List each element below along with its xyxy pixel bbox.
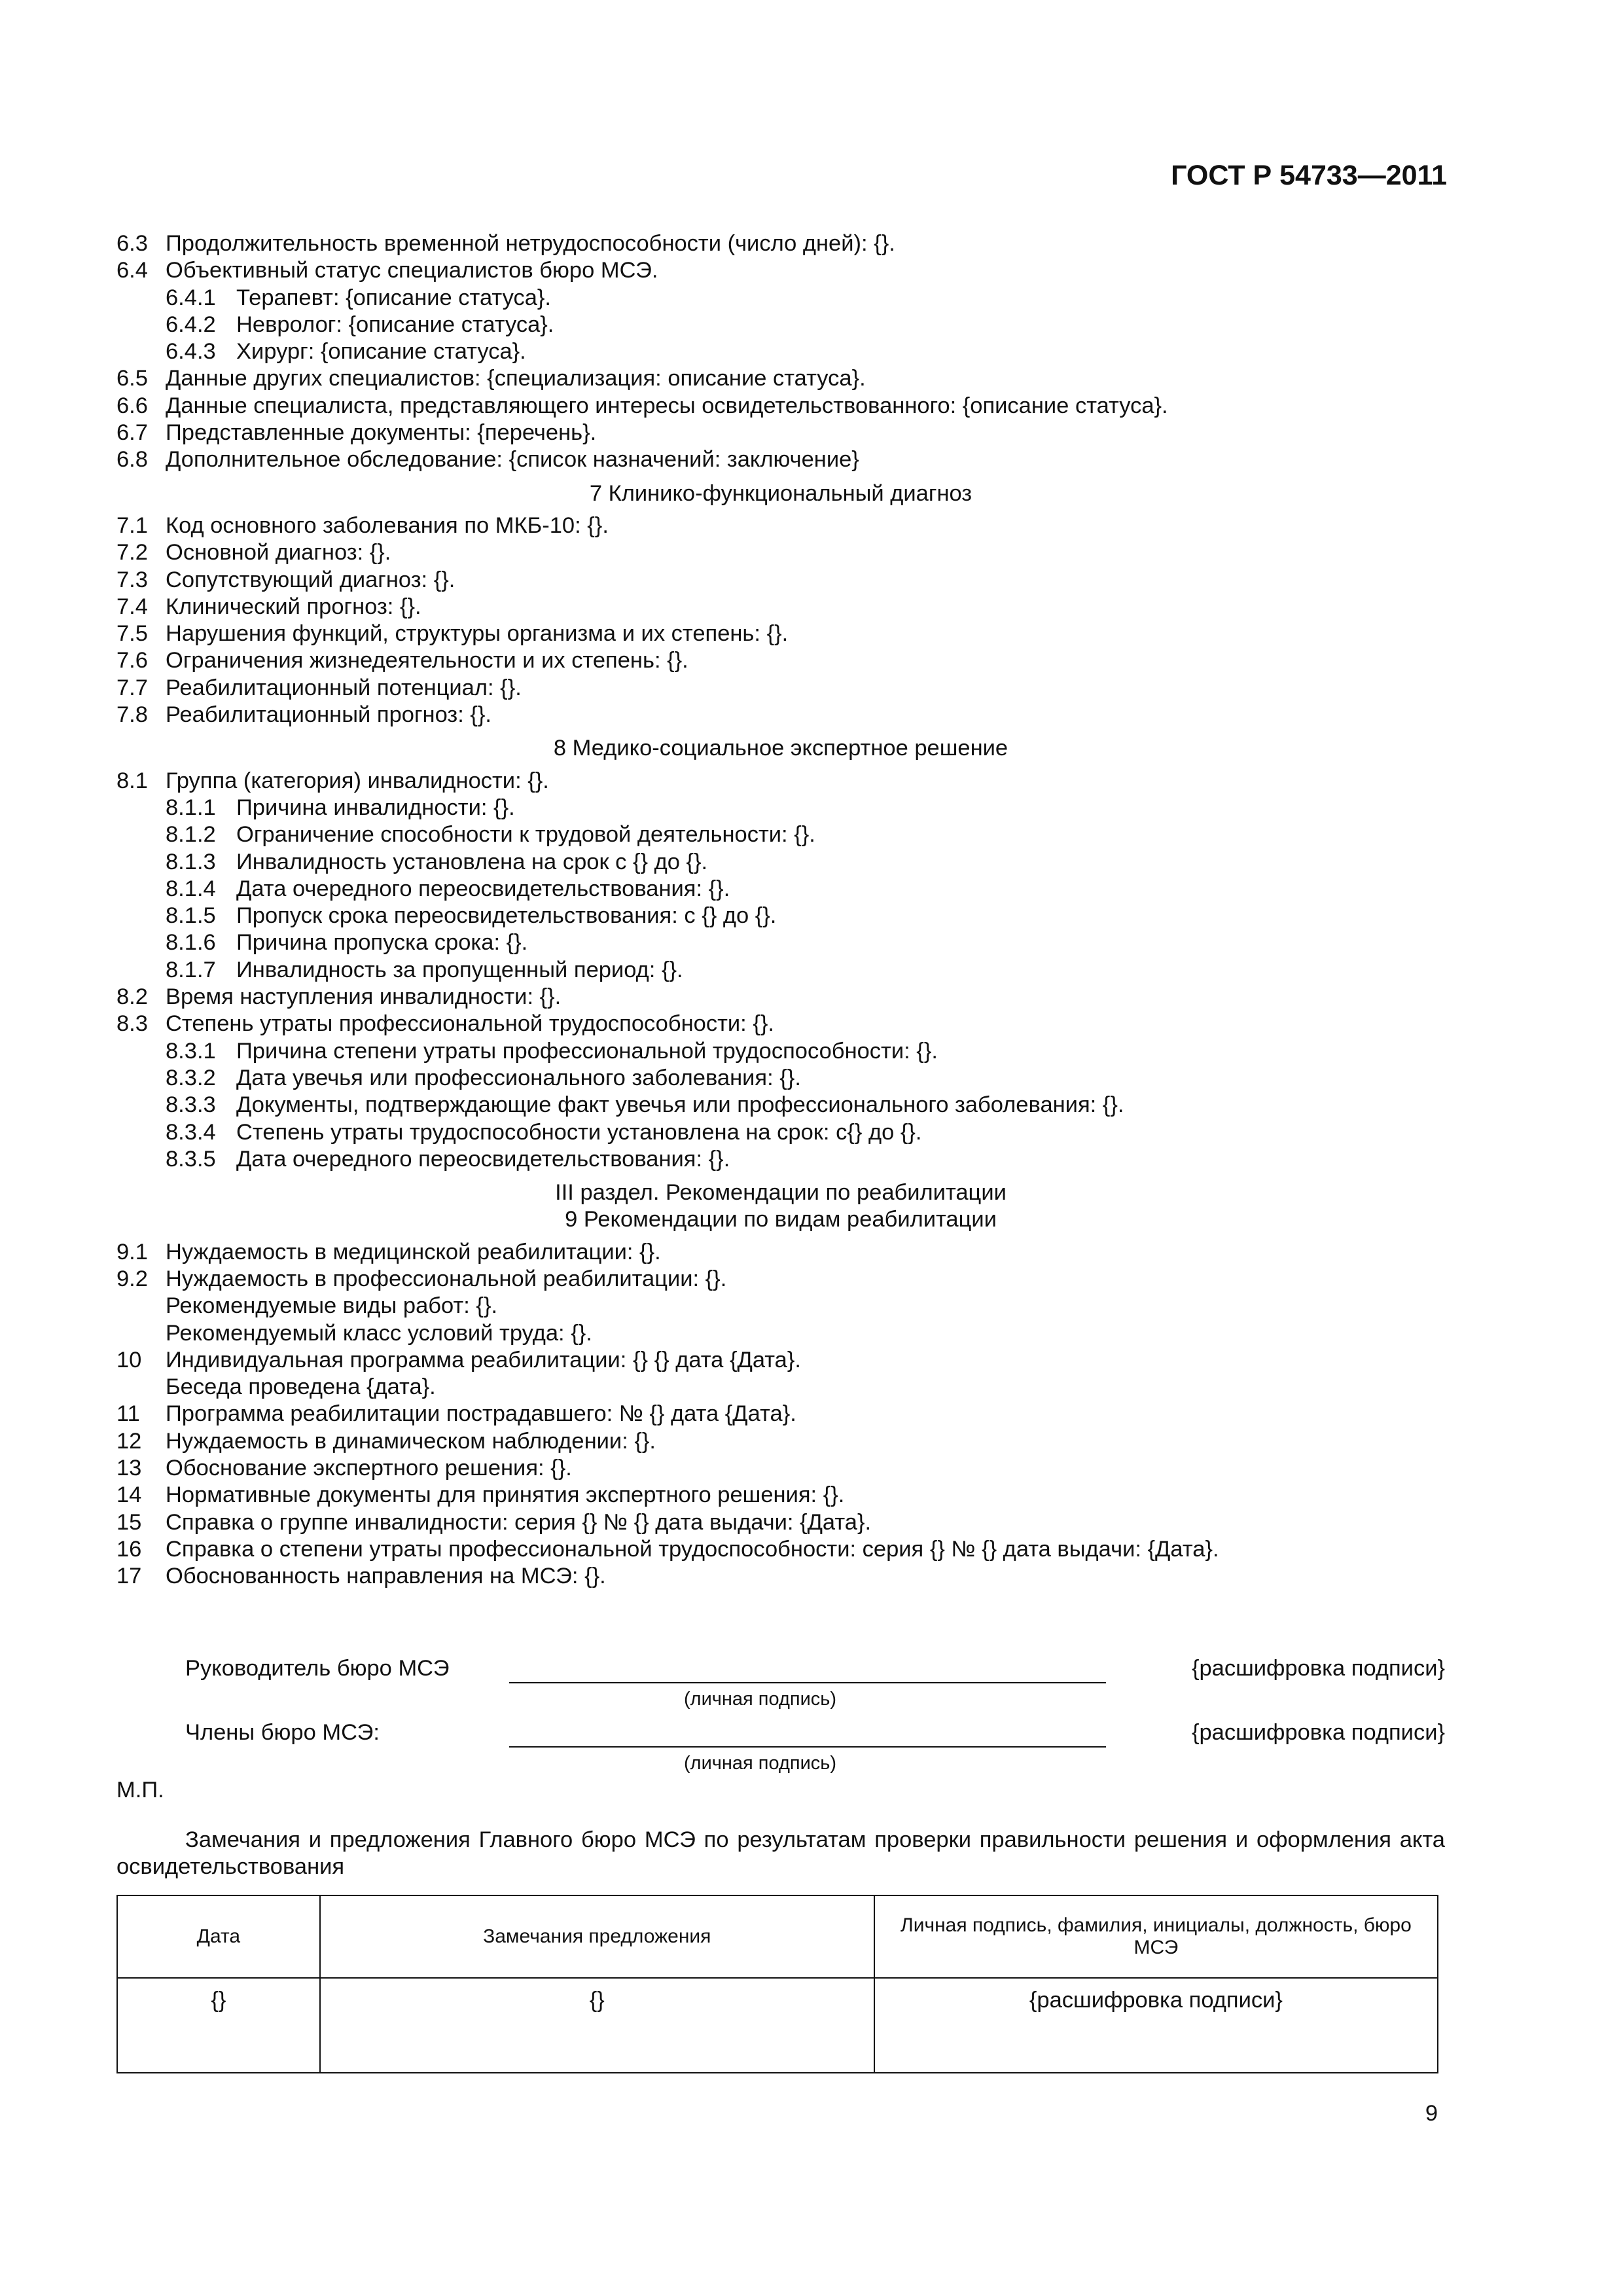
list-item: Рекомендуемые виды работ: {}.: [166, 1293, 498, 1319]
list-item: 6.8 Дополнительное обследование: {список назначений: заключение}: [116, 447, 859, 473]
table-cell: {}: [320, 1978, 874, 2073]
page-number: 9: [1425, 2101, 1438, 2126]
signature-decode: {расшифровка подписи}: [1191, 1656, 1445, 1681]
list-item: 8.3.3 Документы, подтверждающие факт увечья или профессионального заболевания: {}.: [166, 1092, 1124, 1118]
signature-label: Члены бюро МСЭ:: [185, 1720, 380, 1745]
list-item: 10 Индивидуальная программа реабилитации: {} {} дата {Дата}.: [116, 1347, 801, 1372]
section-heading: 8 Медико-социальное экспертное решение: [553, 736, 1008, 761]
table-cell: {расшифровка подписи}: [874, 1978, 1438, 2073]
signature-caption: (личная подпись): [684, 1753, 837, 1774]
list-item: 6.3 Продолжительность временной нетрудоспособности (число дней): {}.: [116, 231, 895, 256]
list-item: 6.5 Данные других специалистов: {специализация: описание статуса}.: [116, 366, 866, 391]
remarks-table: [116, 1895, 1438, 2073]
signature-block: [116, 1656, 1445, 1774]
list-item: 7.5 Нарушения функций, структуры организма и их степень: {}.: [116, 621, 789, 647]
document-body: [116, 230, 1445, 1590]
list-item: 8.1.7 Инвалидность за пропущенный период: {}.: [166, 957, 683, 982]
section-heading: 9 Рекомендации по видам реабилитации: [565, 1207, 997, 1232]
list-item: 6.6 Данные специалиста, представляющего интересы освидетельствованного: {описание статуса}.: [116, 393, 1168, 418]
list-item: 17 Обоснованность направления на МСЭ: {}.: [116, 1564, 606, 1589]
list-item: 7.7 Реабилитационный потенциал: {}.: [116, 675, 522, 700]
list-item: 12 Нуждаемость в динамическом наблюдении: {}.: [116, 1428, 656, 1454]
list-item: 8.3 Степень утраты профессиональной трудоспособности: {}.: [116, 1011, 774, 1037]
table-cell: {}: [117, 1978, 320, 2073]
signature-label: Руководитель бюро МСЭ: [185, 1656, 450, 1681]
list-item: 7.6 Ограничения жизнедеятельности и их степень: {}.: [116, 648, 688, 673]
list-item: 8.1.2 Ограничение способности к трудовой деятельности: {}.: [166, 822, 815, 848]
list-item: 7.4 Клинический прогноз: {}.: [116, 594, 421, 619]
list-item: 16 Справка о степени утраты профессиональной трудоспособности: серия {} № {} дата выдачи: {Дата}.: [116, 1536, 1219, 1562]
table-header: Замечания предложения: [320, 1895, 874, 1978]
list-item: 6.4 Объективный статус специалистов бюро МСЭ.: [116, 258, 658, 283]
standard-code: ГОСТ Р 54733—2011: [1171, 160, 1447, 191]
list-item: 6.4.2 Невролог: {описание статуса}.: [166, 312, 554, 337]
table-header: Личная подпись, фамилия, инициалы, должность, бюро МСЭ: [874, 1895, 1438, 1978]
list-item: 7.3 Сопутствующий диагноз: {}.: [116, 567, 455, 592]
list-item: 6.4.1 Терапевт: {описание статуса}.: [166, 285, 551, 310]
signature-caption: (личная подпись): [684, 1689, 837, 1710]
stamp-place: М.П.: [116, 1778, 164, 1803]
list-item: 15 Справка о группе инвалидности: серия {} № {} дата выдачи: {Дата}.: [116, 1509, 872, 1535]
list-item: Беседа проведена {дата}.: [166, 1374, 436, 1400]
part-heading: III раздел. Рекомендации по реабилитации: [555, 1180, 1007, 1206]
table-header: Дата: [117, 1895, 320, 1978]
list-item: 11 Программа реабилитации пострадавшего: № {} дата {Дата}.: [116, 1401, 796, 1427]
signature-row-head: [116, 1656, 1445, 1683]
list-item: 7.1 Код основного заболевания по МКБ-10: {}.: [116, 512, 609, 538]
list-item: 8.1.4 Дата очередного переосвидетельствования: {}.: [166, 876, 730, 901]
list-item: 9.1 Нуждаемость в медицинской реабилитации: {}.: [116, 1239, 661, 1265]
list-item: 8.3.5 Дата очередного переосвидетельствования: {}.: [166, 1146, 730, 1172]
remarks-intro: Замечания и предложения Главного бюро МСЭ по результатам проверки правильности решения и оформления акта освидетельствования: [116, 1827, 1445, 1879]
signature-decode: {расшифровка подписи}: [1191, 1720, 1445, 1745]
list-item: 8.1.6 Причина пропуска срока: {}.: [166, 930, 528, 956]
table-row: [117, 1978, 1438, 2073]
list-item: 6.4.3 Хирург: {описание статуса}.: [166, 339, 526, 365]
list-item: 6.7 Представленные документы: {перечень}.: [116, 420, 597, 446]
list-item: 14 Нормативные документы для принятия экспертного решения: {}.: [116, 1482, 845, 1508]
list-item: Рекомендуемый класс условий труда: {}.: [166, 1320, 592, 1346]
list-item: 7.8 Реабилитационный прогноз: {}.: [116, 702, 491, 728]
signature-line: [509, 1682, 1106, 1683]
list-item: 8.2 Время наступления инвалидности: {}.: [116, 984, 562, 1010]
list-item: 7.2 Основной диагноз: {}.: [116, 540, 391, 565]
list-item: 8.3.2 Дата увечья или профессионального заболевания: {}.: [166, 1065, 801, 1090]
list-item: 8.3.4 Степень утраты трудоспособности установлена на срок: с{} до {}.: [166, 1119, 922, 1145]
list-item: 9.2 Нуждаемость в профессиональной реабилитации: {}.: [116, 1266, 727, 1291]
list-item: 8.1.1 Причина инвалидности: {}.: [166, 795, 515, 820]
list-item: 8.1.3 Инвалидность установлена на срок с {} до {}.: [166, 849, 708, 874]
list-item: 8.1.5 Пропуск срока переосвидетельствования: с {} до {}.: [166, 903, 777, 929]
list-item: 13 Обоснование экспертного решения: {}.: [116, 1456, 572, 1481]
signature-line: [509, 1746, 1106, 1748]
list-item: 8.3.1 Причина степени утраты профессиональной трудоспособности: {}.: [166, 1038, 938, 1064]
signature-row-members: [116, 1720, 1445, 1748]
list-item: 8.1 Группа (категория) инвалидности: {}.: [116, 768, 549, 793]
section-heading: 7 Клинико-функциональный диагноз: [589, 480, 972, 506]
